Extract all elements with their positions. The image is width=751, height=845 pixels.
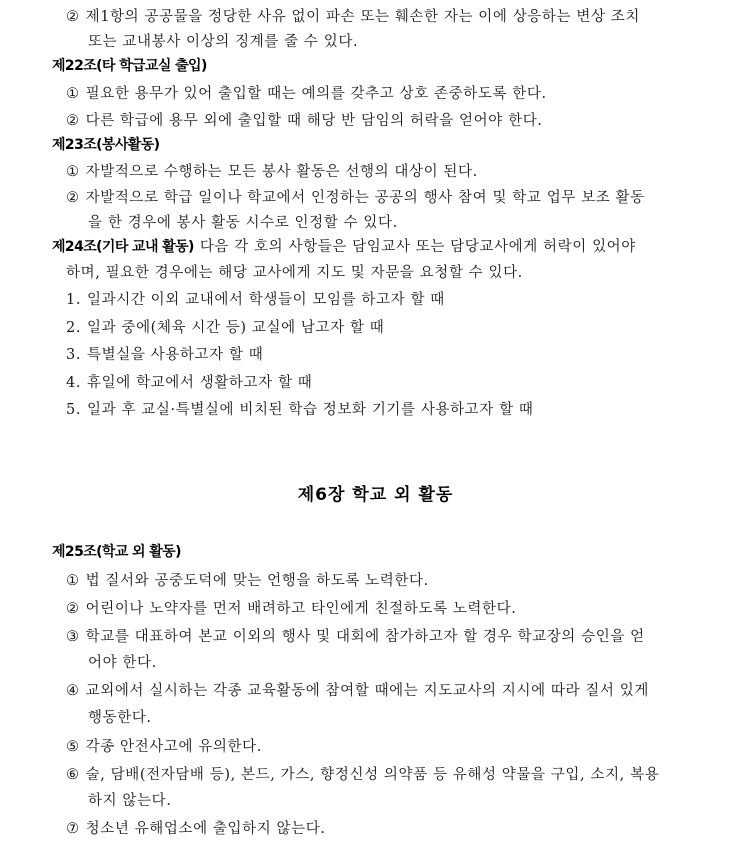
article-25-item-4-line-2: 행동한다. bbox=[88, 710, 152, 726]
item-marker: ⑦ bbox=[66, 821, 80, 837]
item-text: 특별실을 사용하고자 할 때 bbox=[87, 347, 264, 363]
item-number: 5. bbox=[66, 402, 82, 418]
item-marker: ⑥ bbox=[66, 767, 80, 783]
article-24-heading: 제24조(기타 교내 활동) bbox=[52, 239, 194, 255]
chapter-6-title: 제6장 학교 외 활동 bbox=[297, 485, 454, 505]
item-text: 일과 중에(체육 시간 등) 교실에 남고자 할 때 bbox=[87, 320, 385, 336]
item-marker: ③ bbox=[66, 629, 80, 645]
article-21-item-2-line-2: 또는 교내봉사 이상의 징계를 줄 수 있다. bbox=[88, 34, 359, 50]
article-25-item-3-line-2: 어야 한다. bbox=[88, 655, 157, 671]
article-21-item-2-line-1 bbox=[66, 7, 640, 27]
article-25-heading: 제25조(학교 외 활동) bbox=[52, 544, 181, 560]
article-24-intro-text: 다음 각 호의 사항들은 담임교사 또는 담당교사에게 허락이 있어야 bbox=[199, 239, 636, 255]
item-marker: ② bbox=[66, 113, 80, 129]
article-25-item-2 bbox=[66, 599, 516, 619]
item-text: 어린이나 노약자를 먼저 배려하고 타인에게 친절하도록 노력한다. bbox=[85, 601, 517, 617]
item-text: 자발적으로 학급 일이나 학교에서 인정하는 공공의 행사 참여 및 학교 업무 보조 활동 bbox=[85, 190, 645, 206]
article-23-heading: 제23조(봉사활동) bbox=[52, 137, 160, 153]
item-marker: ① bbox=[66, 164, 80, 180]
item-text: 각종 안전사고에 유의한다. bbox=[85, 739, 262, 755]
item-marker: ② bbox=[66, 601, 80, 617]
item-number: 1. bbox=[66, 292, 82, 308]
article-24-list-item-4 bbox=[66, 373, 312, 393]
item-text: 학교를 대표하여 본교 이외의 행사 및 대회에 참가하고자 할 경우 학교장의 승인을 얻 bbox=[85, 629, 645, 645]
article-25-item-5 bbox=[66, 737, 262, 757]
article-23-item-2-line-2: 을 한 경우에 봉사 활동 시수로 인정할 수 있다. bbox=[88, 215, 398, 231]
article-24-intro-line-1 bbox=[52, 237, 636, 257]
article-24-list-item-3 bbox=[66, 345, 263, 365]
item-text: 필요한 용무가 있어 출입할 때는 예의를 갖추고 상호 존중하도록 한다. bbox=[85, 86, 547, 102]
article-25-item-6-line-1 bbox=[66, 765, 659, 785]
article-22-heading: 제22조(타 학급교실 출입) bbox=[52, 58, 207, 74]
article-23-item-2-line-1 bbox=[66, 188, 645, 208]
article-24-list-item-1 bbox=[66, 290, 445, 310]
item-text: 청소년 유해업소에 출입하지 않는다. bbox=[85, 821, 326, 837]
article-25-item-7 bbox=[66, 819, 326, 839]
item-text: 휴일에 학교에서 생활하고자 할 때 bbox=[87, 375, 313, 391]
item-marker: ① bbox=[66, 573, 80, 589]
item-marker: ② bbox=[66, 190, 80, 206]
article-24-list-item-2 bbox=[66, 318, 384, 338]
item-text: 술, 담배(전자담배 등), 본드, 가스, 향정신성 의약품 등 유해성 약물을 구입, 소지, 복용 bbox=[85, 767, 660, 783]
article-22-item-2 bbox=[66, 111, 543, 131]
item-marker: ④ bbox=[66, 683, 80, 699]
item-marker: ② bbox=[66, 9, 80, 25]
article-25-item-4-line-1 bbox=[66, 681, 649, 701]
item-text: 법 질서와 공중도덕에 맞는 언행을 하도록 노력한다. bbox=[85, 573, 429, 589]
item-text: 다른 학급에 용무 외에 출입할 때 해당 반 담임의 허락을 얻어야 한다. bbox=[85, 113, 543, 129]
item-text: 자발적으로 수행하는 모든 봉사 활동은 선행의 대상이 된다. bbox=[85, 164, 478, 180]
item-marker: ① bbox=[66, 86, 80, 102]
article-25-item-6-line-2: 하지 않는다. bbox=[88, 793, 172, 809]
article-23-item-1 bbox=[66, 162, 478, 182]
item-number: 2. bbox=[66, 320, 82, 336]
item-text: 일과시간 이외 교내에서 학생들이 모임를 하고자 할 때 bbox=[87, 292, 445, 308]
item-text: 교외에서 실시하는 각종 교육활동에 참여할 때에는 지도교사의 지시에 따라 질서 있게 bbox=[85, 683, 649, 699]
article-24-intro-line-2: 하며, 필요한 경우에는 해당 교사에게 지도 및 자문을 요청할 수 있다. bbox=[66, 265, 523, 281]
item-text: 일과 후 교실·특별실에 비치된 학습 정보화 기기를 사용하고자 할 때 bbox=[87, 402, 534, 418]
item-text: 제1항의 공공물을 정당한 사유 없이 파손 또는 훼손한 자는 이에 상응하는 변상 조치 bbox=[85, 9, 640, 25]
article-25-item-1 bbox=[66, 571, 429, 591]
item-marker: ⑤ bbox=[66, 739, 80, 755]
article-24-list-item-5 bbox=[66, 400, 534, 420]
article-25-item-3-line-1 bbox=[66, 627, 645, 647]
item-number: 4. bbox=[66, 375, 82, 391]
article-22-item-1 bbox=[66, 84, 547, 104]
item-number: 3. bbox=[66, 347, 82, 363]
